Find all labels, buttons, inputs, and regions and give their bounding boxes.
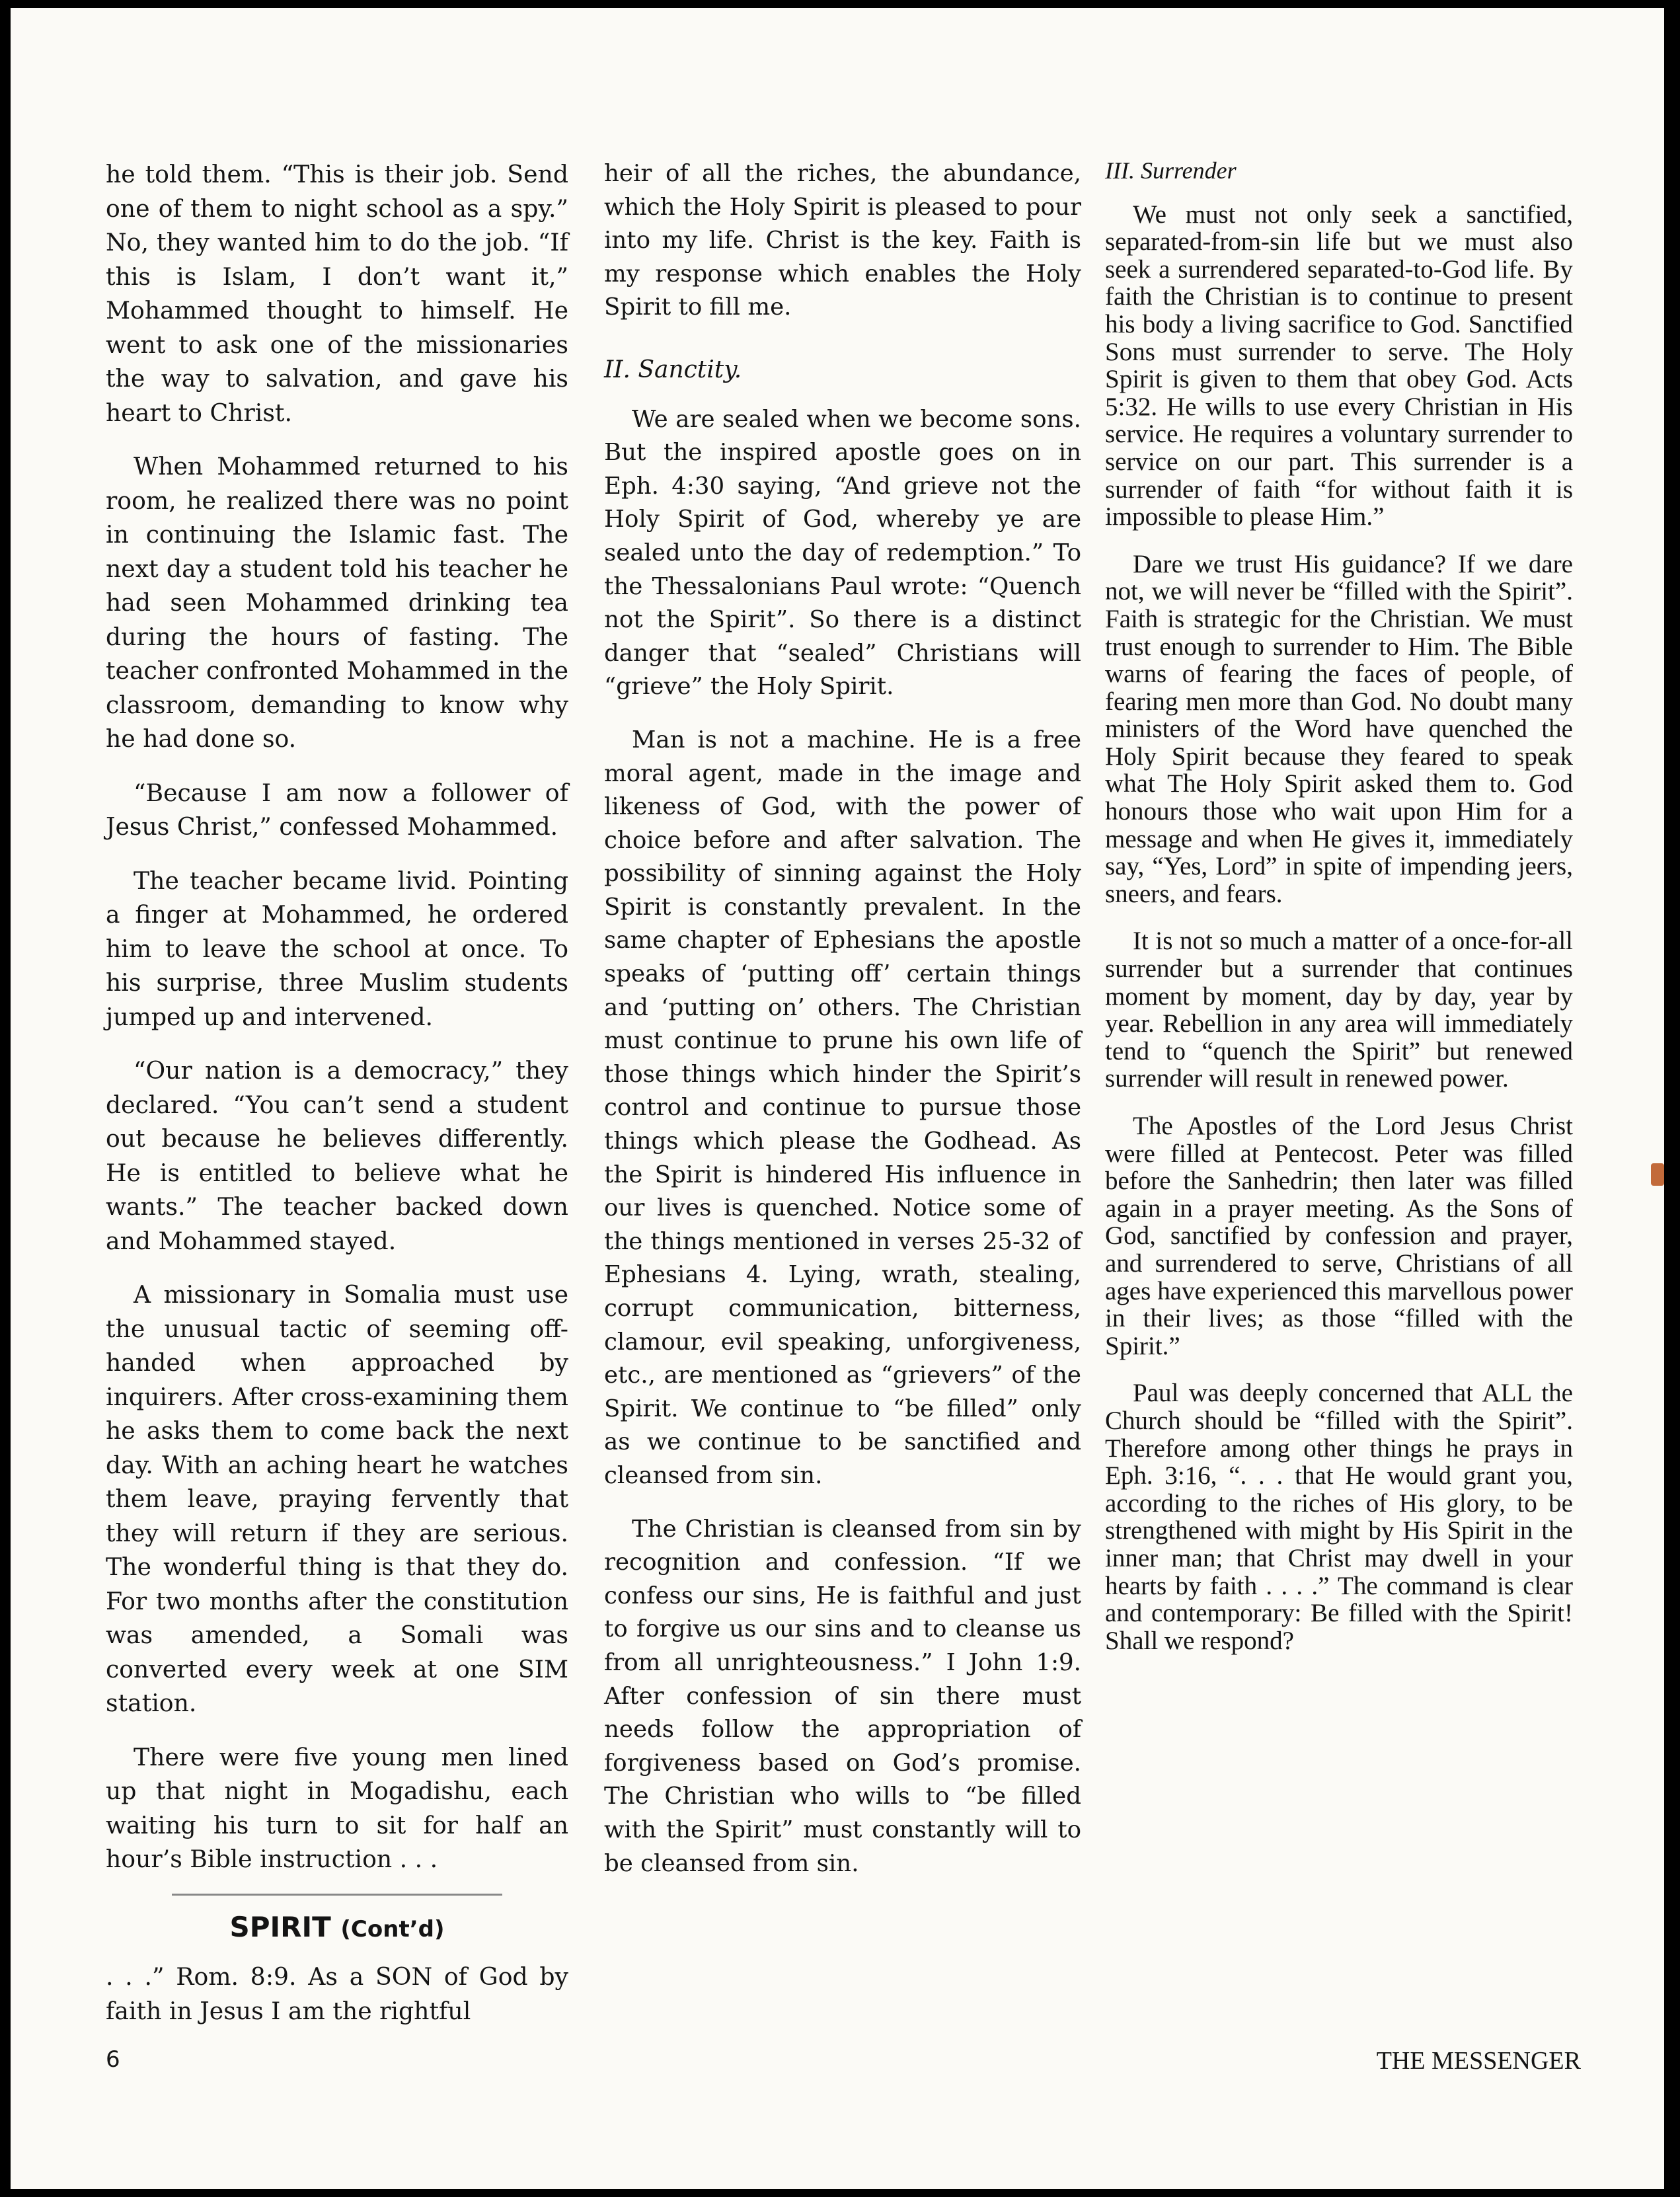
paragraph: When Mohammed returned to his room, he realized there was no point in continuing the Islamic fast. The next day a student told his teacher he had seen Mohammed drinking tea during the hours of fasting. The teacher confronted Mohammed in the classroom, demanding to know why he had done so. bbox=[106, 452, 568, 753]
magazine-page bbox=[11, 8, 1664, 2189]
paragraph: “Because I am now a follower of Jesus Christ,” confessed Mohammed. bbox=[106, 778, 568, 841]
paragraph: The teacher became livid. Pointing a finger at Mohammed, he ordered him to leave the school at once. To his surprise, three Muslim students jumped up and intervened. bbox=[106, 866, 568, 1031]
paragraph: he told them. “This is their job. Send one of them to night school as a spy.” No, they wanted him to do the job. “If this is Islam, I don’t want it,” Mohammed thought to himself. He went to ask one of the missionaries the way to salvation, and gave his heart to Christ. bbox=[106, 160, 568, 427]
column-3 bbox=[1105, 157, 1573, 1674]
publication-name: THE MESSENGER bbox=[1376, 2047, 1581, 2075]
paragraph: Man is not a machine. He is a free moral agent, made in the image and likeness of God, with the power of choice before and after salvation. The possibility of sinning against the Holy Spirit is constantly prevalent. In the same chapter of Ephesians the apostle speaks of ‘putting off’ certain things and ‘putting on’ others. The Christian must continue to prune his own life of those things which hinder the Spirit’s control and continue to pursue those things which please the Godhead. As the Spirit is hindered His influence in our lives is quenched. Notice some of the things mentioned in verses 25-32 of Ephesians 4. Lying, wrath, stealing, corrupt communication, bitterness, clamour, evil speaking, unforgiveness, etc., are mentioned as “grievers” of the Spirit. We continue to “be filled” only as we continue to be sanctified and cleansed from sin. bbox=[604, 726, 1081, 1489]
column-2 bbox=[604, 157, 1081, 1900]
page-number: 6 bbox=[106, 2046, 120, 2073]
paragraph: heir of all the riches, the abundance, which the Holy Spirit is pleased to pour into my life. Christ is the key. Faith is my response which enables the Holy Spirit to fill me. bbox=[604, 160, 1081, 321]
paragraph: The Apostles of the Lord Jesus Christ were filled at Pentecost. Peter was filled before the Sanhedrin; then later was filled again in a prayer meeting. As the Sons of God, sanctified by confession and prayer, and surrendered to serve, Christians of all ages have experienced this marvellous power in their lives; as those “filled with the Spirit.” bbox=[1105, 1112, 1573, 1360]
edge-stain bbox=[1651, 1163, 1664, 1186]
section-heading: III. Surrender bbox=[1105, 157, 1237, 184]
paragraph: “Our nation is a democracy,” they declared. “You can’t send a student out because he believes differently. He is entitled to believe what he wants.” The teacher backed down and Mohammed stayed. bbox=[106, 1056, 568, 1255]
paragraph: There were five young men lined up that night in Mogadishu, each waiting his turn to sit for half an hour’s Bible instruction . . . bbox=[106, 1742, 568, 1873]
paragraph: The Christian is cleansed from sin by recognition and confession. “If we confess our sins, He is faithful and just to forgive us our sins and to cleanse us from all unrighteousness.” I John 1:9. After confession of sin there must needs follow the appropriation of forgiveness based on God’s promise. The Christian who wills to “be filled with the Spirit” must constantly will to be cleansed from sin. bbox=[604, 1515, 1081, 1877]
continued-heading bbox=[106, 1910, 568, 1947]
section-heading: II. Sanctity. bbox=[604, 356, 742, 383]
paragraph: A missionary in Somalia must use the unusual tactic of seeming off-handed when approached by inquirers. After cross-examining them he asks them to come back the next day. With an aching heart he watches them leave, praying fervently that they will return if they are serious. The wonderful thing is that they do. For two months after the constitution was amended, a Somali was converted every week at one SIM station. bbox=[106, 1280, 568, 1717]
paragraph: We are sealed when we become sons. But the inspired apostle goes on in Eph. 4:30 saying, “And grieve not the Holy Spirit of God, whereby ye are sealed unto the day of redemption.” To the Thessalonians Paul wrote: “Quench not the Spirit”. So there is a distinct danger that “sealed” Christians will “grieve” the Holy Spirit. bbox=[604, 405, 1081, 701]
continued-heading-title: SPIRIT bbox=[229, 1910, 331, 1943]
section-divider bbox=[172, 1894, 502, 1896]
paragraph: We must not only seek a sanctified, separated-from-sin life but we must also seek a surrendered separated-to-God life. By faith the Christian is to continue to present his body a living sacrifice to God. Sanctified Sons must surrender to serve. The Holy Spirit is given to them that obey God. Acts 5:32. He wills to use every Christian in His service. He requires a voluntary surrender to service on our part. This surrender is a surrender of faith “for without faith it is impossible to please Him.” bbox=[1105, 200, 1573, 531]
continued-text: . . .” Rom. 8:9. As a SON of God by faith in Jesus I am the rightful bbox=[106, 1962, 568, 2025]
paragraph: Dare we trust His guidance? If we dare not, we will never be “filled with the Spirit”. Faith is strategic for the Christian. We must trust enough to surrender to Him. The Bible warns of fearing the faces of people, of fearing men more than God. No doubt many ministers of the Word have quenched the Holy Spirit because they feared to speak what The Holy Spirit asked them to. God honours those who wait upon Him for a message and when He gives it, immediately say, “Yes, Lord” in spite of impending jeers, sneers, and fears. bbox=[1105, 549, 1573, 908]
continued-heading-suffix: (Cont’d) bbox=[340, 1915, 445, 1943]
column-1 bbox=[106, 157, 568, 2048]
paragraph: It is not so much a matter of a once-for-all surrender but a surrender that continues moment by moment, day by day, year by year. Rebellion in any area will immediately tend to “quench the Spirit” but renewed surrender will result in renewed power. bbox=[1105, 927, 1573, 1093]
paragraph: Paul was deeply concerned that ALL the Church should be “filled with the Spirit”. Therefore among other things he prays in Eph. 3:16, “. . . that He would grant you, according to the riches of His glory, to be strengthened with might by His Spirit in the inner man; that Christ may dwell in your hearts by faith . . . .” The command is clear and contemporary: Be filled with the Spirit! Shall we respond? bbox=[1105, 1379, 1573, 1655]
